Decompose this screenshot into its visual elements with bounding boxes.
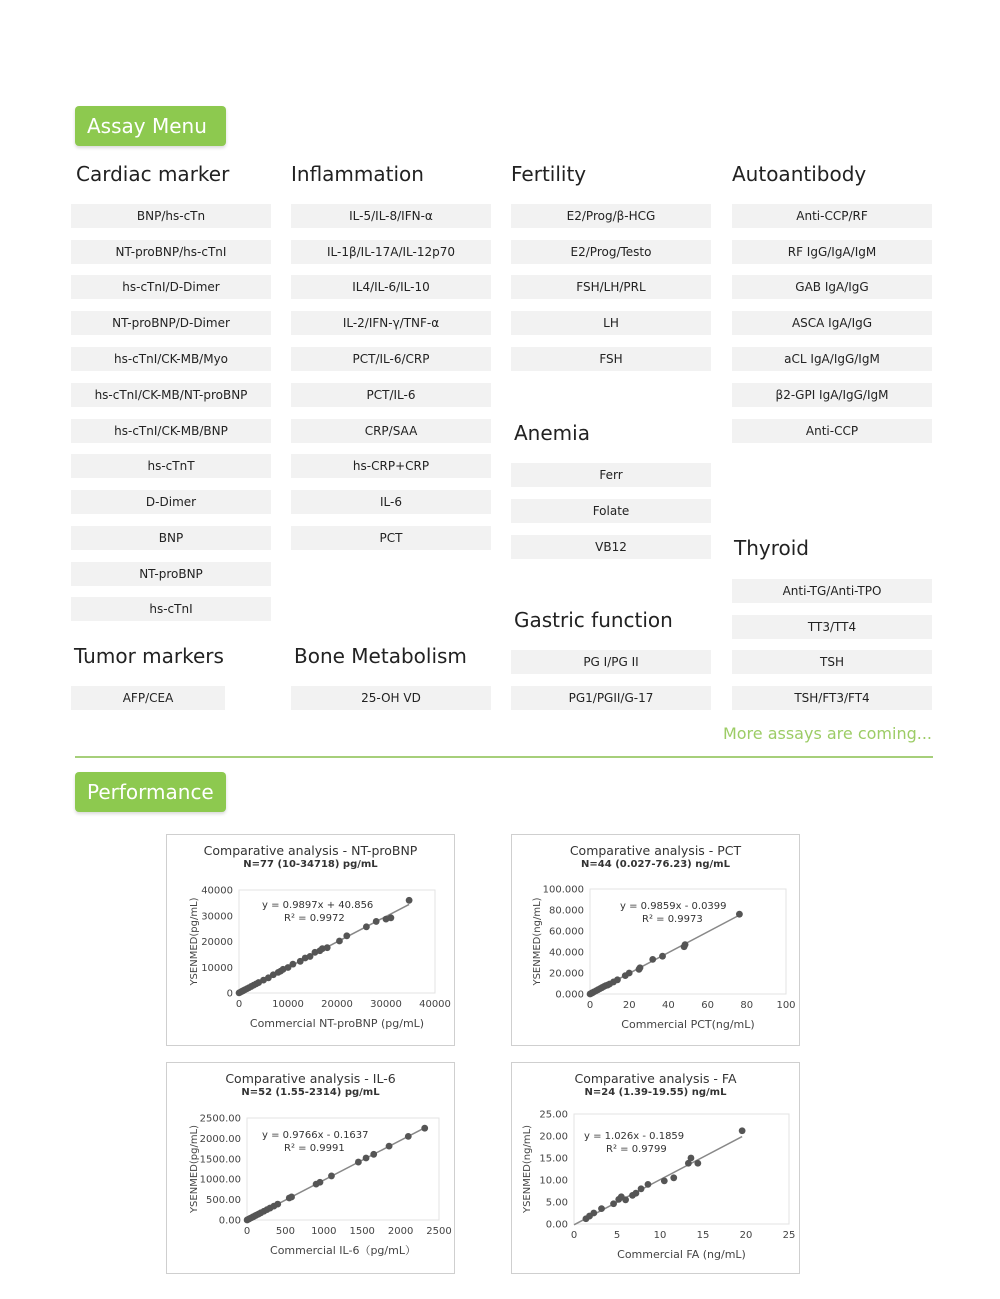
trend-equation: y = 0.9766x - 0.1637 (262, 1130, 369, 1141)
assay-item: hs-cTnI/D-Dimer (71, 275, 271, 299)
chart-title: Comparative analysis - PCT (569, 843, 742, 858)
anemia-heading: Anemia (514, 421, 590, 445)
assay-item: PG1/PGII/G-17 (511, 686, 711, 710)
data-point (590, 1210, 597, 1217)
data-point (355, 1159, 362, 1166)
assay-item: VB12 (511, 535, 711, 559)
y-tick-label: 500.00 (206, 1195, 241, 1207)
assay-item: β2-GPI IgA/IgG/IgM (732, 383, 932, 407)
x-tick-label: 40000 (419, 999, 451, 1010)
chart-nt-probnp (166, 834, 455, 1046)
y-tick-label: 30000 (201, 911, 233, 923)
assay-menu-badge: Assay Menu (75, 106, 226, 146)
data-point (682, 941, 689, 948)
assay-item: hs-cTnT (71, 454, 271, 478)
assay-item: Anti-TG/Anti-TPO (732, 579, 932, 603)
chart-title: Comparative analysis - NT-proBNP (203, 843, 418, 858)
data-point (670, 1174, 677, 1181)
data-point (324, 944, 331, 951)
assay-item: NT-proBNP/hs-cTnI (71, 240, 271, 264)
bone-metabolism-heading: Bone Metabolism (294, 644, 467, 668)
cardiac-marker-heading: Cardiac marker (76, 162, 230, 186)
trend-equation: y = 0.9897x + 40.856 (262, 900, 374, 911)
data-point (638, 1185, 645, 1192)
data-point (610, 1200, 617, 1207)
chart-title: Comparative analysis - FA (574, 1071, 737, 1086)
chart-title: Comparative analysis - IL-6 (225, 1071, 396, 1086)
data-point (363, 923, 370, 930)
assay-item: hs-cTnI (71, 597, 271, 621)
data-point (421, 1125, 428, 1132)
assay-item: TSH/FT3/FT4 (732, 686, 932, 710)
x-tick-label: 10 (653, 1230, 667, 1241)
assay-item: BNP (71, 526, 271, 550)
x-tick-label: 60 (701, 1000, 714, 1011)
x-tick-label: 0 (235, 999, 243, 1010)
y-tick-label: 5.00 (545, 1197, 568, 1209)
data-point (622, 1196, 629, 1203)
assay-item: TSH (732, 650, 932, 674)
assay-item: BNP/hs-cTn (71, 204, 271, 228)
data-point (694, 1160, 701, 1167)
x-tick-label: 40 (662, 1000, 675, 1011)
fertility-heading: Fertility (511, 162, 587, 186)
data-point (363, 1155, 370, 1162)
data-point (373, 918, 380, 925)
data-point (633, 1190, 640, 1197)
x-tick-label: 25 (782, 1230, 796, 1241)
data-point (739, 1127, 746, 1134)
assay-item: Folate (511, 499, 711, 523)
assay-item: CRP/SAA (291, 419, 491, 443)
y-tick-label: 60.000 (549, 926, 584, 938)
assay-item: AFP/CEA (71, 686, 225, 710)
data-point (406, 897, 413, 904)
chart-fa (511, 1062, 800, 1274)
assay-item: FSH/LH/PRL (511, 275, 711, 299)
assay-item: E2/Prog/Testo (511, 240, 711, 264)
data-point (388, 914, 395, 921)
performance-badge: Performance (75, 772, 226, 812)
x-tick-label: 15 (696, 1230, 710, 1241)
x-tick-label: 80 (740, 1000, 754, 1011)
y-tick-label: 10.00 (539, 1175, 568, 1187)
y-tick-label: 20.000 (549, 968, 584, 980)
assay-item: TT3/TT4 (732, 615, 932, 639)
y-tick-label: 1500.00 (199, 1154, 241, 1166)
assay-item: Ferr (511, 463, 711, 487)
data-point (290, 961, 297, 968)
y-axis-label: YSENMED(pg/mL) (189, 897, 200, 986)
section-divider (75, 756, 933, 758)
assay-item: IL-5/IL-8/IFN-α (291, 204, 491, 228)
chart-plot (512, 835, 801, 1047)
y-axis-label: YSENMED(ng/mL) (522, 1124, 533, 1214)
x-tick-label: 10000 (272, 999, 304, 1010)
y-tick-label: 100.000 (542, 884, 584, 896)
x-tick-label: 2500 (426, 1226, 452, 1237)
thyroid-heading: Thyroid (734, 536, 809, 560)
data-point (645, 1181, 652, 1188)
data-point (336, 938, 343, 945)
data-point (736, 911, 743, 918)
assay-item: IL-1β/IL-17A/IL-12p70 (291, 240, 491, 264)
assay-item: Anti-CCP/RF (732, 204, 932, 228)
assay-item: PCT/IL-6 (291, 383, 491, 407)
y-tick-label: 0.000 (555, 989, 584, 1001)
y-tick-label: 1000.00 (199, 1174, 241, 1186)
data-point (649, 956, 656, 963)
y-tick-label: 80.000 (549, 905, 584, 917)
data-point (598, 1205, 605, 1212)
chart-plot (512, 1063, 801, 1275)
x-tick-label: 5 (613, 1230, 621, 1241)
x-tick-label: 20 (739, 1230, 753, 1241)
data-point (274, 1201, 281, 1208)
y-tick-label: 0.00 (218, 1215, 241, 1227)
assay-item: IL-2/IFN-γ/TNF-α (291, 311, 491, 335)
chart-subtitle: N=52 (1.55-2314) pg/mL (241, 1087, 380, 1098)
assay-item: 25-OH VD (291, 686, 491, 710)
x-tick-label: 0 (570, 1230, 578, 1241)
y-tick-label: 2500.00 (199, 1113, 241, 1125)
y-tick-label: 10000 (201, 962, 233, 974)
assay-item: NT-proBNP/D-Dimer (71, 311, 271, 335)
x-tick-label: 1000 (311, 1226, 337, 1237)
y-tick-label: 20.00 (539, 1131, 568, 1143)
assay-item: hs-cTnI/CK-MB/BNP (71, 419, 271, 443)
trend-equation: y = 1.026x - 0.1859 (584, 1131, 685, 1142)
data-point (386, 1143, 393, 1150)
chart-pct (511, 834, 800, 1046)
y-tick-label: 40000 (201, 885, 233, 897)
chart-subtitle: N=24 (1.39-19.55) ng/mL (584, 1087, 727, 1098)
assay-item: PCT/IL-6/CRP (291, 347, 491, 371)
y-tick-label: 0.00 (545, 1219, 568, 1231)
x-tick-label: 20000 (321, 999, 353, 1010)
assay-item: PCT (291, 526, 491, 550)
r-squared: R² = 0.9973 (642, 914, 703, 925)
data-point (688, 1155, 695, 1162)
r-squared: R² = 0.9972 (284, 913, 345, 924)
x-tick-label: 1500 (349, 1226, 375, 1237)
y-tick-label: 2000.00 (199, 1133, 241, 1145)
data-point (317, 1179, 324, 1186)
assay-item: aCL IgA/IgG/IgM (732, 347, 932, 371)
chart-plot (167, 835, 456, 1047)
chart-il-6 (166, 1062, 455, 1274)
more-assays-note: More assays are coming... (722, 724, 932, 743)
data-point (343, 932, 350, 939)
data-point (626, 970, 633, 977)
data-point (661, 1177, 668, 1184)
x-axis-label: Commercial NT-proBNP (pg/mL) (249, 1017, 425, 1030)
assay-item: RF IgG/IgA/IgM (732, 240, 932, 264)
y-tick-label: 20000 (201, 937, 233, 948)
y-tick-label: 40.000 (549, 947, 584, 959)
x-tick-label: 0 (586, 1000, 594, 1011)
data-point (614, 976, 621, 983)
data-point (288, 1194, 295, 1201)
assay-item: Anti-CCP (732, 419, 932, 443)
x-axis-label: Commercial IL-6（pg/mL） (270, 1244, 416, 1257)
y-axis-label: YSENMED(ng/mL) (532, 897, 543, 986)
assay-item: NT-proBNP (71, 562, 271, 586)
y-tick-label: 25.00 (539, 1109, 568, 1121)
x-tick-label: 100 (776, 1000, 796, 1011)
assay-item: D-Dimer (71, 490, 271, 514)
r-squared: R² = 0.9799 (606, 1144, 667, 1155)
assay-item: LH (511, 311, 711, 335)
data-point (328, 1173, 335, 1180)
x-axis-label: Commercial FA (ng/mL) (617, 1248, 746, 1261)
x-tick-label: 2000 (387, 1226, 414, 1237)
data-point (370, 1151, 377, 1158)
assay-item: hs-cTnI/CK-MB/Myo (71, 347, 271, 371)
x-tick-label: 20 (622, 1000, 636, 1011)
x-tick-label: 0 (243, 1226, 251, 1237)
data-point (405, 1133, 412, 1140)
assay-item: PG I/PG II (511, 650, 711, 674)
assay-item: ASCA IgA/IgG (732, 311, 932, 335)
assay-item: FSH (511, 347, 711, 371)
r-squared: R² = 0.9991 (284, 1143, 345, 1154)
assay-item: IL-6 (291, 490, 491, 514)
chart-subtitle: N=44 (0.027-76.23) ng/mL (581, 859, 730, 870)
chart-plot (167, 1063, 456, 1275)
data-point (659, 953, 666, 960)
autoantibody-heading: Autoantibody (732, 162, 867, 186)
assay-item: IL4/IL-6/IL-10 (291, 275, 491, 299)
y-axis-label: YSENMED(pg/mL) (189, 1124, 200, 1214)
assay-item: hs-cTnI/CK-MB/NT-proBNP (71, 383, 271, 407)
x-tick-label: 30000 (370, 999, 402, 1010)
inflammation-heading: Inflammation (291, 162, 424, 186)
assay-item: E2/Prog/β-HCG (511, 204, 711, 228)
gastric-function-heading: Gastric function (514, 608, 673, 632)
assay-item: GAB IgA/IgG (732, 275, 932, 299)
assay-item: hs-CRP+CRP (291, 454, 491, 478)
x-axis-label: Commercial PCT(ng/mL) (621, 1018, 755, 1031)
y-tick-label: 15.00 (539, 1153, 568, 1165)
data-point (637, 964, 644, 971)
chart-subtitle: N=77 (10-34718) pg/mL (243, 859, 378, 870)
x-tick-label: 500 (275, 1226, 295, 1237)
tumor-markers-heading: Tumor markers (74, 644, 224, 668)
trend-equation: y = 0.9859x - 0.0399 (620, 901, 727, 912)
y-tick-label: 0 (226, 988, 233, 1000)
